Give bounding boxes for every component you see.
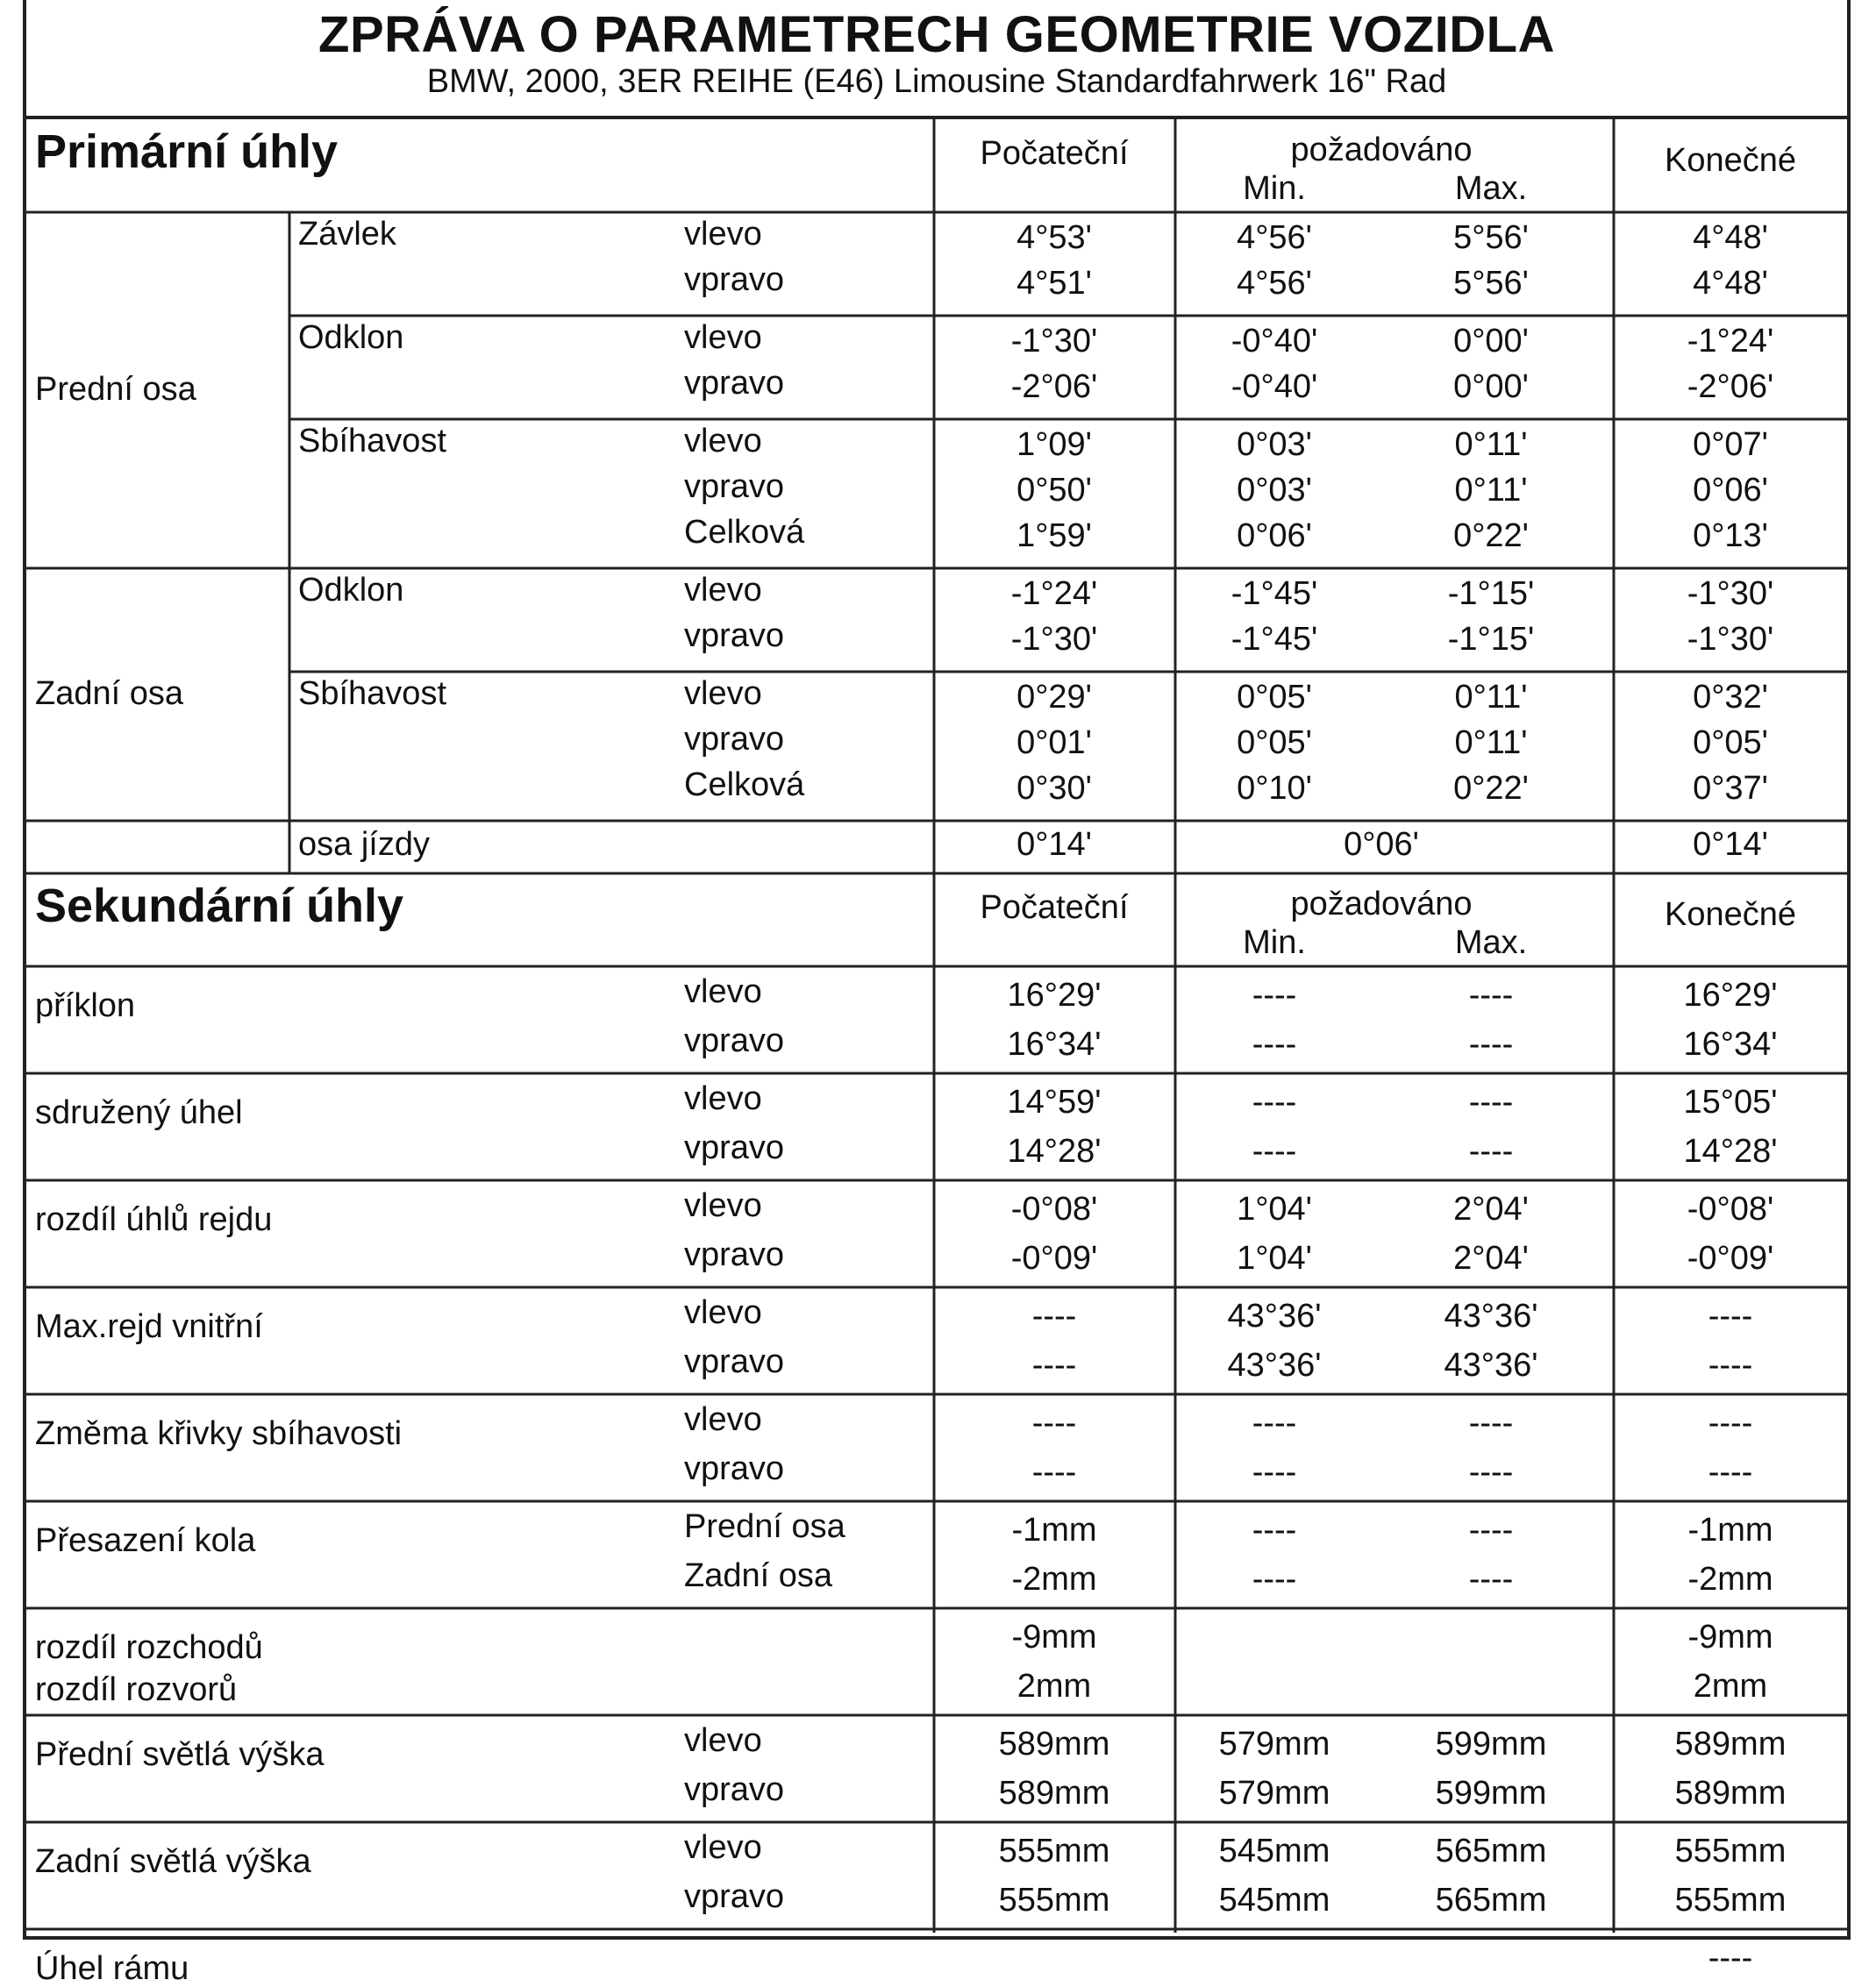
value-min: 0°05' bbox=[1237, 679, 1312, 716]
value-final: 2mm bbox=[1693, 1668, 1768, 1705]
header-min: Min. bbox=[1243, 170, 1306, 207]
value-max: ---- bbox=[1468, 1405, 1514, 1442]
header-initial: Počateční bbox=[980, 889, 1129, 926]
parameter-label: Závlek bbox=[298, 216, 396, 253]
value-max: 565mm bbox=[1435, 1882, 1547, 1919]
value-min: 1°04' bbox=[1237, 1191, 1312, 1228]
row-side-label: vpravo bbox=[684, 1343, 785, 1380]
value-initial: 589mm bbox=[998, 1775, 1110, 1812]
parameter-label: Odklon bbox=[298, 319, 404, 356]
value-initial: 4°51' bbox=[1016, 265, 1092, 302]
row-side-label: vpravo bbox=[684, 261, 785, 298]
value-final: 4°48' bbox=[1693, 265, 1768, 302]
row-side-label: Prední osa bbox=[684, 1508, 845, 1545]
row-side-label: vlevo bbox=[684, 1187, 762, 1224]
value-max: ---- bbox=[1468, 1084, 1514, 1121]
parameter-label: rozdíl úhlů rejdu bbox=[35, 1201, 273, 1238]
value-final: 589mm bbox=[1674, 1775, 1787, 1812]
row-side-label: vlevo bbox=[684, 572, 762, 609]
value-max: 43°36' bbox=[1444, 1347, 1538, 1384]
value-final: 0°13' bbox=[1693, 517, 1768, 554]
value-max: ---- bbox=[1468, 1454, 1514, 1491]
value-max: 0°11' bbox=[1454, 724, 1528, 761]
value-final: ---- bbox=[1708, 1454, 1753, 1491]
value-max: 0°00' bbox=[1453, 368, 1529, 405]
value-min: ---- bbox=[1252, 977, 1297, 1014]
value-min: 579mm bbox=[1218, 1726, 1330, 1763]
value-initial: 14°59' bbox=[1007, 1084, 1102, 1121]
row-side-label: vlevo bbox=[684, 1294, 762, 1331]
value-initial: 1°09' bbox=[1016, 426, 1092, 463]
header-final: Konečné bbox=[1664, 896, 1797, 933]
parameter-label-secondary: rozdíl rozvorů bbox=[35, 1671, 238, 1708]
value-final: ---- bbox=[1708, 1347, 1753, 1384]
value-max: 565mm bbox=[1435, 1833, 1547, 1869]
value-max: 5°56' bbox=[1453, 265, 1529, 302]
row-side-label: vpravo bbox=[684, 1022, 785, 1059]
axle-label: Prední osa bbox=[35, 371, 196, 408]
value-min: 43°36' bbox=[1227, 1347, 1322, 1384]
value-initial: ---- bbox=[1031, 1405, 1077, 1442]
value-initial: -1°30' bbox=[1010, 323, 1098, 360]
value-initial: 1°59' bbox=[1016, 517, 1092, 554]
row-side-label: vpravo bbox=[684, 1878, 785, 1915]
report-title: ZPRÁVA O PARAMETRECH GEOMETRIE VOZIDLA bbox=[318, 6, 1555, 63]
row-side-label: Celková bbox=[684, 514, 805, 551]
table-grid bbox=[26, 0, 1847, 1936]
value-initial: 4°53' bbox=[1016, 219, 1092, 256]
section-title: Sekundární úhly bbox=[35, 880, 404, 932]
value-initial: 0°50' bbox=[1016, 472, 1092, 509]
value-min: 1°04' bbox=[1237, 1240, 1312, 1277]
value-initial: ---- bbox=[1031, 1347, 1077, 1384]
value-final: -1°24' bbox=[1687, 323, 1774, 360]
value-initial: -0°09' bbox=[1010, 1240, 1098, 1277]
value-initial: -1°24' bbox=[1010, 575, 1098, 612]
value-final: -1°30' bbox=[1687, 621, 1774, 658]
header-required: požadováno bbox=[1290, 886, 1473, 922]
value-max: 5°56' bbox=[1453, 219, 1529, 256]
value-min: -1°45' bbox=[1230, 575, 1318, 612]
value-min: ---- bbox=[1252, 1512, 1297, 1549]
parameter-label: rozdíl rozchodů bbox=[35, 1629, 263, 1666]
value-min: -0°40' bbox=[1230, 368, 1318, 405]
axle-label: Zadní osa bbox=[35, 675, 183, 712]
value-initial: -2mm bbox=[1011, 1561, 1097, 1598]
row-side-label: vlevo bbox=[684, 973, 762, 1010]
value-max: 2°04' bbox=[1453, 1191, 1529, 1228]
row-side-label: Celková bbox=[684, 766, 805, 803]
value-final: -0°08' bbox=[1687, 1191, 1774, 1228]
value-max: 0°11' bbox=[1454, 472, 1528, 509]
row-side-label: vpravo bbox=[684, 721, 785, 758]
value-initial: 0°30' bbox=[1016, 770, 1092, 807]
header-max: Max. bbox=[1454, 924, 1528, 961]
row-side-label: vlevo bbox=[684, 1722, 762, 1759]
value-initial: 555mm bbox=[998, 1833, 1110, 1869]
value-initial: -9mm bbox=[1011, 1619, 1097, 1656]
row-side-label: vlevo bbox=[684, 675, 762, 712]
value-final: 14°28' bbox=[1683, 1133, 1778, 1170]
value-final: 15°05' bbox=[1683, 1084, 1778, 1121]
value-min: ---- bbox=[1252, 1084, 1297, 1121]
row-side-label: vlevo bbox=[684, 1829, 762, 1866]
value-initial: -1°30' bbox=[1010, 621, 1098, 658]
value-final: ---- bbox=[1708, 1940, 1753, 1976]
value-max: ---- bbox=[1468, 1512, 1514, 1549]
value-min: ---- bbox=[1252, 1133, 1297, 1170]
parameter-label: Sbíhavost bbox=[298, 675, 446, 712]
value-final: 0°07' bbox=[1693, 426, 1768, 463]
value-initial: ---- bbox=[1031, 1454, 1077, 1491]
value-min: 545mm bbox=[1218, 1833, 1330, 1869]
value-initial: 0°01' bbox=[1016, 724, 1092, 761]
thrust-required: 0°06' bbox=[1344, 826, 1419, 863]
value-min: -0°40' bbox=[1230, 323, 1318, 360]
value-max: ---- bbox=[1468, 1026, 1514, 1063]
value-max: 0°11' bbox=[1454, 679, 1528, 716]
row-side-label: vpravo bbox=[684, 468, 785, 505]
header-initial: Počateční bbox=[980, 135, 1129, 172]
value-min: 0°10' bbox=[1237, 770, 1312, 807]
parameter-label: Sbíhavost bbox=[298, 423, 446, 459]
row-side-label: vpravo bbox=[684, 1450, 785, 1487]
value-initial: 555mm bbox=[998, 1882, 1110, 1919]
value-max: 0°00' bbox=[1453, 323, 1529, 360]
value-min: 0°06' bbox=[1237, 517, 1312, 554]
value-min: ---- bbox=[1252, 1561, 1297, 1598]
row-side-label: vlevo bbox=[684, 1401, 762, 1438]
value-min: 0°03' bbox=[1237, 426, 1312, 463]
value-final: ---- bbox=[1708, 1298, 1753, 1335]
value-final: 16°29' bbox=[1683, 977, 1778, 1014]
value-final: 0°37' bbox=[1693, 770, 1768, 807]
value-max: 0°22' bbox=[1453, 517, 1529, 554]
value-initial: 589mm bbox=[998, 1726, 1110, 1763]
value-max: ---- bbox=[1468, 977, 1514, 1014]
value-final: ---- bbox=[1708, 1405, 1753, 1442]
header-required: požadováno bbox=[1290, 132, 1473, 168]
value-max: 0°22' bbox=[1453, 770, 1529, 807]
value-min: ---- bbox=[1252, 1405, 1297, 1442]
value-final: 0°06' bbox=[1693, 472, 1768, 509]
value-final: 4°48' bbox=[1693, 219, 1768, 256]
thrust-final: 0°14' bbox=[1693, 826, 1768, 863]
parameter-label: Přesazení kola bbox=[35, 1522, 256, 1559]
value-min: -1°45' bbox=[1230, 621, 1318, 658]
value-final: -2mm bbox=[1687, 1561, 1773, 1598]
value-max: ---- bbox=[1468, 1133, 1514, 1170]
value-initial: 16°34' bbox=[1007, 1026, 1102, 1063]
value-min: ---- bbox=[1252, 1026, 1297, 1063]
value-max: 599mm bbox=[1435, 1775, 1547, 1812]
value-final: -1mm bbox=[1687, 1512, 1773, 1549]
value-min: 4°56' bbox=[1237, 219, 1312, 256]
value-min: 4°56' bbox=[1237, 265, 1312, 302]
value-final: -0°09' bbox=[1687, 1240, 1774, 1277]
section-title: Primární úhly bbox=[35, 125, 339, 178]
value-min: 545mm bbox=[1218, 1882, 1330, 1919]
row-side-label: vpravo bbox=[684, 617, 785, 654]
value-final: -9mm bbox=[1687, 1619, 1773, 1656]
row-side-label: vpravo bbox=[684, 1771, 785, 1808]
report-document bbox=[23, 0, 1851, 1987]
parameter-label: Max.rejd vnitřní bbox=[35, 1308, 263, 1345]
value-initial: ---- bbox=[1031, 1298, 1077, 1335]
row-side-label: vlevo bbox=[684, 423, 762, 459]
value-max: 43°36' bbox=[1444, 1298, 1538, 1335]
parameter-label: Úhel rámu bbox=[35, 1950, 189, 1987]
value-initial: -1mm bbox=[1011, 1512, 1097, 1549]
value-initial: 14°28' bbox=[1007, 1133, 1102, 1170]
parameter-label: příklon bbox=[35, 987, 136, 1024]
vehicle-subtitle: BMW, 2000, 3ER REIHE (E46) Limousine Standardfahrwerk 16" Rad bbox=[426, 63, 1447, 100]
row-side-label: vlevo bbox=[684, 1080, 762, 1117]
value-min: 0°05' bbox=[1237, 724, 1312, 761]
value-final: -2°06' bbox=[1687, 368, 1774, 405]
value-initial: 0°29' bbox=[1016, 679, 1092, 716]
parameter-label: Změma křivky sbíhavosti bbox=[35, 1415, 403, 1452]
row-side-label: vlevo bbox=[684, 319, 762, 356]
header-final: Konečné bbox=[1664, 142, 1797, 179]
thrust-label: osa jízdy bbox=[298, 826, 430, 863]
parameter-label: Zadní světlá výška bbox=[35, 1843, 311, 1880]
parameter-label: Přední světlá výška bbox=[35, 1736, 325, 1773]
row-side-label: vpravo bbox=[684, 365, 785, 402]
parameter-label: sdružený úhel bbox=[35, 1094, 243, 1131]
value-final: 555mm bbox=[1674, 1833, 1787, 1869]
value-final: 0°05' bbox=[1693, 724, 1768, 761]
row-side-label: Zadní osa bbox=[684, 1557, 832, 1594]
value-initial: -2°06' bbox=[1010, 368, 1098, 405]
row-side-label: vpravo bbox=[684, 1129, 785, 1166]
value-final: -1°30' bbox=[1687, 575, 1774, 612]
value-final: 16°34' bbox=[1683, 1026, 1778, 1063]
value-final: 0°32' bbox=[1693, 679, 1768, 716]
header-min: Min. bbox=[1243, 924, 1306, 961]
value-min: 579mm bbox=[1218, 1775, 1330, 1812]
value-initial: 2mm bbox=[1016, 1668, 1092, 1705]
value-max: 599mm bbox=[1435, 1726, 1547, 1763]
value-min: 43°36' bbox=[1227, 1298, 1322, 1335]
value-max: -1°15' bbox=[1447, 621, 1535, 658]
value-initial: -0°08' bbox=[1010, 1191, 1098, 1228]
parameter-label: Odklon bbox=[298, 572, 404, 609]
row-side-label: vlevo bbox=[684, 216, 762, 253]
value-initial: 16°29' bbox=[1007, 977, 1102, 1014]
row-side-label: vpravo bbox=[684, 1236, 785, 1273]
value-max: ---- bbox=[1468, 1561, 1514, 1598]
value-max: 2°04' bbox=[1453, 1240, 1529, 1277]
value-max: -1°15' bbox=[1447, 575, 1535, 612]
value-final: 555mm bbox=[1674, 1882, 1787, 1919]
value-final: 589mm bbox=[1674, 1726, 1787, 1763]
thrust-initial: 0°14' bbox=[1016, 826, 1092, 863]
header-max: Max. bbox=[1454, 170, 1528, 207]
value-max: 0°11' bbox=[1454, 426, 1528, 463]
value-min: ---- bbox=[1252, 1454, 1297, 1491]
value-min: 0°03' bbox=[1237, 472, 1312, 509]
